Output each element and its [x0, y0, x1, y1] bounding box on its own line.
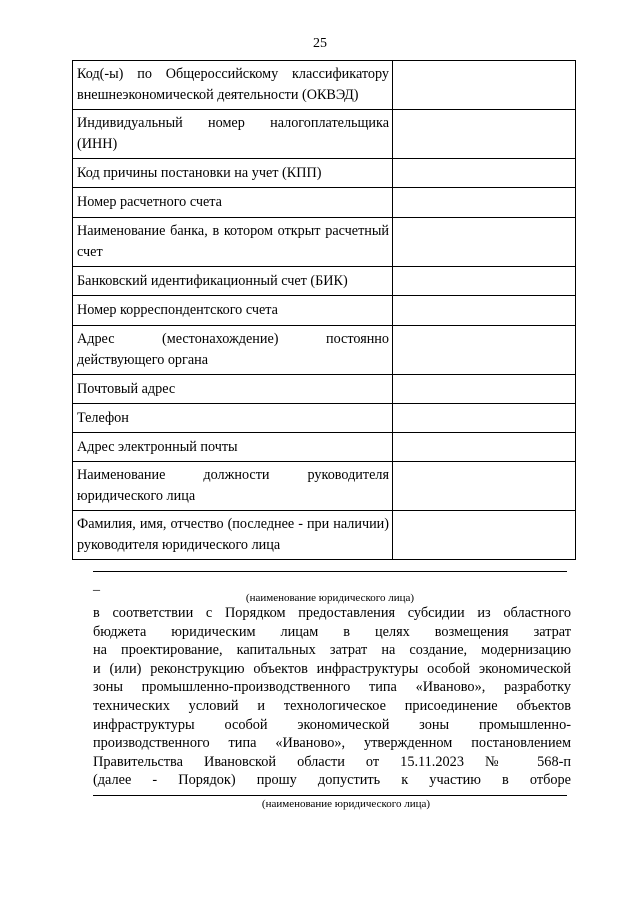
table-row [73, 511, 576, 560]
paragraph-line: инфраструктуры особой экономической зоны промышленно- [93, 716, 571, 733]
table-row [73, 404, 576, 433]
row-label-okved: Код(-ы) по Общероссийскому классификатору внешнеэкономической деятельности (ОКВЭД) [73, 61, 393, 110]
row-value-correspondent-account[interactable] [393, 296, 576, 326]
paragraph-line: бюджета юридическим лицам в целях возмещения затрат [93, 623, 571, 640]
table-row [73, 110, 576, 159]
line-dash: _ [93, 578, 100, 593]
paragraph-line: технических условий и технологическое присоединение объектов [93, 697, 571, 714]
row-label-kpp: Код причины постановки на учет (КПП) [73, 159, 393, 188]
row-label-postal-address: Почтовый адрес [73, 375, 393, 404]
row-label-account-number: Номер расчетного счета [73, 188, 393, 218]
table-row [73, 159, 576, 188]
requisites-table [72, 60, 576, 560]
row-value-bank-name[interactable] [393, 218, 576, 267]
row-label-correspondent-account: Номер корреспондентского счета [73, 296, 393, 326]
table-row [73, 375, 576, 404]
paragraph-line: производственного типа «Иваново», утвержденном постановлением [93, 735, 571, 752]
table-row [73, 267, 576, 296]
row-value-postal-address[interactable] [393, 375, 576, 404]
row-label-bik: Банковский идентификационный счет (БИК) [73, 267, 393, 296]
row-label-director-position: Наименование должности руководителя юридического лица [73, 462, 393, 511]
paragraph-line: Правительства Ивановской области от 15.11.2023 № 568-п [93, 753, 571, 770]
row-label-address: Адрес (местонахождение) постоянно действующего органа [73, 326, 393, 375]
table-row [73, 326, 576, 375]
paragraph-line: (далее - Порядок) прошу допустить к участию в отборе [93, 772, 571, 789]
row-value-bik[interactable] [393, 267, 576, 296]
page-number: 25 [313, 36, 327, 51]
table-row [73, 296, 576, 326]
row-label-inn: Индивидуальный номер налогоплательщика (ИНН) [73, 110, 393, 159]
request-paragraph [93, 604, 571, 790]
paragraph-line: на проектирование, капитальных затрат на создание, модернизацию [93, 642, 571, 659]
row-label-director-name: Фамилия, имя, отчество (последнее - при наличии) руководителя юридического лица [73, 511, 393, 560]
row-value-account-number[interactable] [393, 188, 576, 218]
row-label-bank-name: Наименование банка, в котором открыт расчетный счет [73, 218, 393, 267]
paragraph-line: зоны промышленно-производственного типа «Иваново», разработку [93, 679, 571, 696]
row-value-director-name[interactable] [393, 511, 576, 560]
table-row [73, 218, 576, 267]
row-value-kpp[interactable] [393, 159, 576, 188]
row-value-director-position[interactable] [393, 462, 576, 511]
paragraph-line: и (или) реконструкцию объектов инфраструктуры особой экономической [93, 660, 571, 677]
row-label-phone: Телефон [73, 404, 393, 433]
legal-entity-name-caption: (наименование юридического лица) [245, 592, 415, 604]
table-row [73, 188, 576, 218]
legal-entity-name-line[interactable] [93, 571, 567, 572]
row-value-inn[interactable] [393, 110, 576, 159]
row-value-phone[interactable] [393, 404, 576, 433]
row-label-email: Адрес электронный почты [73, 433, 393, 462]
legal-entity-name-caption-2: (наименование юридического лица) [261, 798, 431, 810]
row-value-address[interactable] [393, 326, 576, 375]
row-value-email[interactable] [393, 433, 576, 462]
legal-entity-name-line-2[interactable] [93, 795, 567, 796]
row-value-okved[interactable] [393, 61, 576, 110]
table-row [73, 433, 576, 462]
table-row [73, 462, 576, 511]
paragraph-line: в соответствии с Порядком предоставления субсидии из областного [93, 605, 571, 621]
table-row [73, 61, 576, 110]
